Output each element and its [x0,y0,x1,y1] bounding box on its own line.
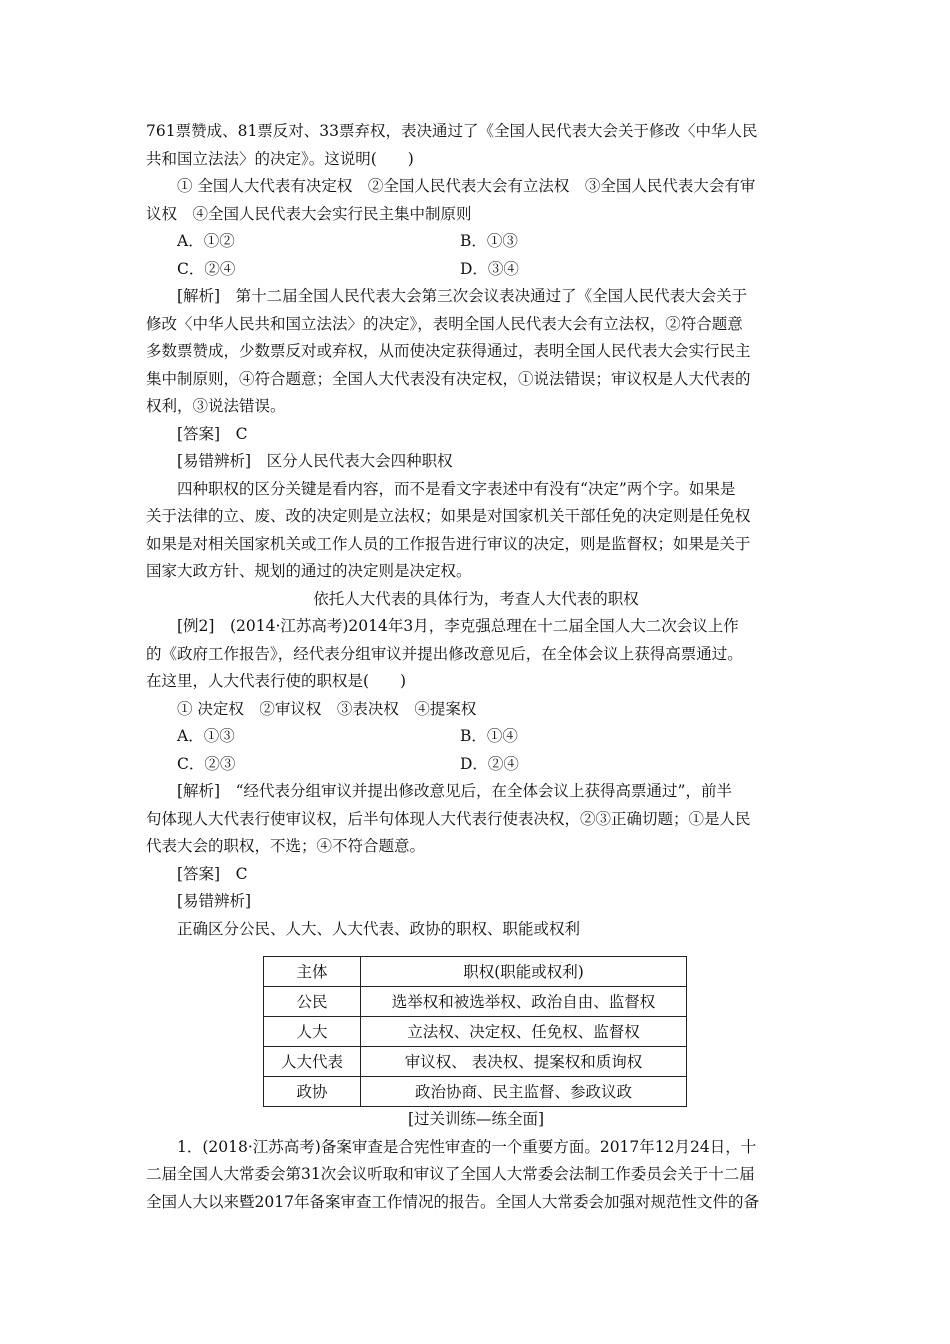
option-c: C．②③ [177,754,236,773]
ex2-answer: [答案] C [177,864,248,883]
table-row [264,1077,687,1107]
ex2-stem-line: 的《政府工作报告》，经代表分组审议并提出修改意见后，在全体会议上获得高票通过。 [146,644,743,663]
ex2-stem-line: [例2] (2014·江苏高考)2014年3月，李克强总理在十二届全国人大二次会议上作 [177,617,739,635]
table-cell-rights: 政治协商、民主监督、参政议政 [361,1077,687,1107]
q1-statements-line: ① 全国人大代表有决定权 ②全国人民代表大会有立法权 ③全国人民代表大会有审 [177,177,756,195]
table-cell-subject: 公民 [264,987,361,1017]
practice-q1-line: 全国人大以来暨2017年备案审查工作情况的报告。全国人大常委会加强对规范性文件的备 [146,1192,759,1211]
q1-analysis-line: 集中制原则，④符合题意；全国人大代表没有决定权，①说法错误；审议权是人大代表的 [146,369,751,388]
q1-analysis-line: [解析] 第十二届全国人民代表大会第三次会议表决通过了《全国人民代表大会关于 [177,287,748,305]
q1-analysis-line: 多数票赞成，少数票反对或弃权，从而使决定获得通过，表明全国人民代表大会实行民主 [146,342,751,360]
q1-tip-line: 四种职权的区分关键是看内容，而不是看文字表述中有没有“决定”两个字。如果是 [177,479,736,498]
option-c: C．②④ [177,259,236,278]
ex2-analysis-line: 代表大会的职权，不选；④不符合题意。 [146,837,426,855]
ex2-options-row [146,751,806,779]
option-b: B．①③ [460,232,518,250]
table-cell-rights: 选举权和被选举权、政治自由、监督权 [361,987,687,1017]
practice-q1-line: 1．(2018·江苏高考)备案审查是合宪性审查的一个重要方面。2017年12月24日，十 [177,1137,757,1156]
section-heading: 依托人大代表的具体行为，考查人大代表的职权 [313,589,639,608]
q1-tip-line: 如果是对相关国家机关或工作人员的工作报告进行审议的决定，则是监督权；如果是关于 [146,534,751,553]
table-row [264,1017,687,1047]
table-cell-rights: 审议权、 表决权、提案权和质询权 [361,1047,687,1077]
practice-q1-line: 二届全国人大常委会第31次会议听取和审议了全国人大常委会法制工作委员会关于十二届 [146,1165,755,1183]
ex2-stem-line: 在这里，人大代表行使的职权是( ) [146,672,407,690]
ex2-tip-title: [易错辨析] [177,892,252,910]
table-cell-rights: 立法权、决定权、任免权、监督权 [361,1017,687,1047]
q1-answer: [答案] C [177,424,248,443]
q1-tip-line: 关于法律的立、废、改的决定则是立法权；如果是对国家机关干部任免的决定则是任免权 [146,507,751,525]
ex2-analysis-line: [解析] “经代表分组审议并提出修改意见后，在全体会议上获得高票通过”，前半 [177,782,732,800]
q1-tip-line: 国家大政方针、规划的通过的决定则是决定权。 [146,562,472,580]
q1-options-row [146,256,806,284]
q1-analysis-line: 权利，③说法错误。 [146,397,286,415]
ex2-statements: ① 决定权 ②审议权 ③表决权 ④提案权 [177,699,477,718]
ex2-tip-body: 正确区分公民、人大、人大代表、政协的职权、职能或权利 [177,919,581,938]
option-b: B．①④ [460,727,518,745]
option-d: D．②④ [460,754,519,773]
table-cell-subject: 政协 [264,1077,361,1107]
table-row [264,1047,687,1077]
table-cell-subject: 人大代表 [264,1047,361,1077]
practice-heading: [过关训练—练全面] [407,1110,545,1128]
ex2-options-row [146,723,806,751]
q1-stem-line: 共和国立法法〉的决定》。这说明( ) [146,149,414,168]
q1-stem-line: 761票赞成、81票反对、33票弃权，表决通过了《全国人民代表大会关于修改〈中华人民 [146,122,758,140]
q1-statements-line: 议权 ④全国人民代表大会实行民主集中制原则 [146,204,472,223]
q1-tip-title: [易错辨析] 区分人民代表大会四种职权 [177,452,453,470]
option-d: D．③④ [460,259,519,278]
table-header-row [264,957,687,987]
q1-analysis-line: 修改〈中华人民共和国立法法〉的决定》，表明全国人民代表大会有立法权，②符合题意 [146,314,743,333]
option-a: A．①③ [177,727,235,745]
table-row [264,987,687,1017]
table-header-cell: 职权(职能或权利) [361,957,687,987]
table-cell-subject: 人大 [264,1017,361,1047]
table-header-cell: 主体 [264,957,361,987]
option-a: A．①② [177,232,235,250]
q1-options-row [146,228,806,256]
ex2-analysis-line: 句体现人大代表行使审议权，后半句体现人大代表行使表决权，②③正确切题；①是人民 [146,809,751,828]
question-1-block [146,118,806,943]
rights-table [263,956,687,1107]
practice-block [146,1106,806,1216]
